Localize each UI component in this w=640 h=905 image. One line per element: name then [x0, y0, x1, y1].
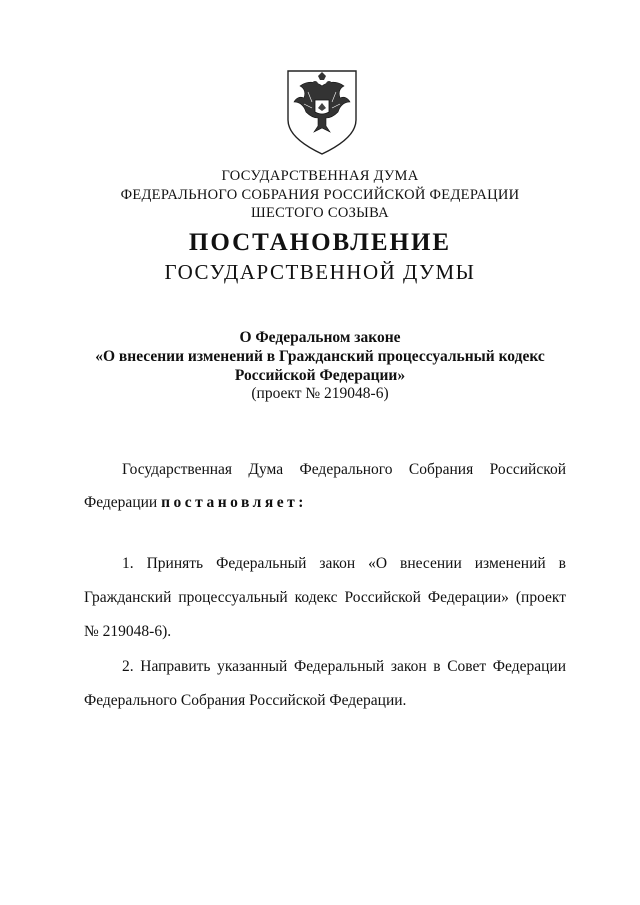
subject-line1: О Федеральном законе: [239, 329, 401, 346]
document-issuer: ГОСУДАРСТВЕННОЙ ДУМЫ: [164, 260, 476, 284]
document-type: ПОСТАНОВЛЕНИЕ: [188, 229, 452, 256]
preamble-line1: Государственная Дума Федерального Собрания Российской: [122, 461, 566, 478]
convocation: ШЕСТОГО СОЗЫВА: [251, 205, 389, 221]
state-emblem: [284, 68, 360, 156]
preamble-line2: [84, 495, 566, 511]
preamble-federation: Федерации: [84, 494, 158, 511]
item1-line1: 1. Принять Федеральный закон «О внесении изменений в: [122, 555, 566, 572]
coat-of-arms-icon: [284, 68, 360, 156]
item1-line3: № 219048-6).: [84, 623, 172, 640]
item2-line1: 2. Направить указанный Федеральный закон в Совет Федерации: [122, 658, 566, 675]
org-name-line2: ФЕДЕРАЛЬНОГО СОБРАНИЯ РОССИЙСКОЙ ФЕДЕРАЦИИ: [120, 187, 520, 203]
item1-line2: Гражданский процессуальный кодекс Российской Федерации» (проект: [84, 589, 566, 606]
subject-line2: «О внесении изменений в Гражданский процессуальный кодекс: [95, 348, 545, 365]
org-name-line1: ГОСУДАРСТВЕННАЯ ДУМА: [221, 168, 419, 184]
subject-line3: Российской Федерации»: [234, 367, 406, 384]
preamble-verb: постановляет:: [161, 494, 307, 511]
project-number: (проект № 219048-6): [251, 385, 389, 402]
item2-line2: Федерального Собрания Российской Федерации.: [84, 692, 407, 709]
